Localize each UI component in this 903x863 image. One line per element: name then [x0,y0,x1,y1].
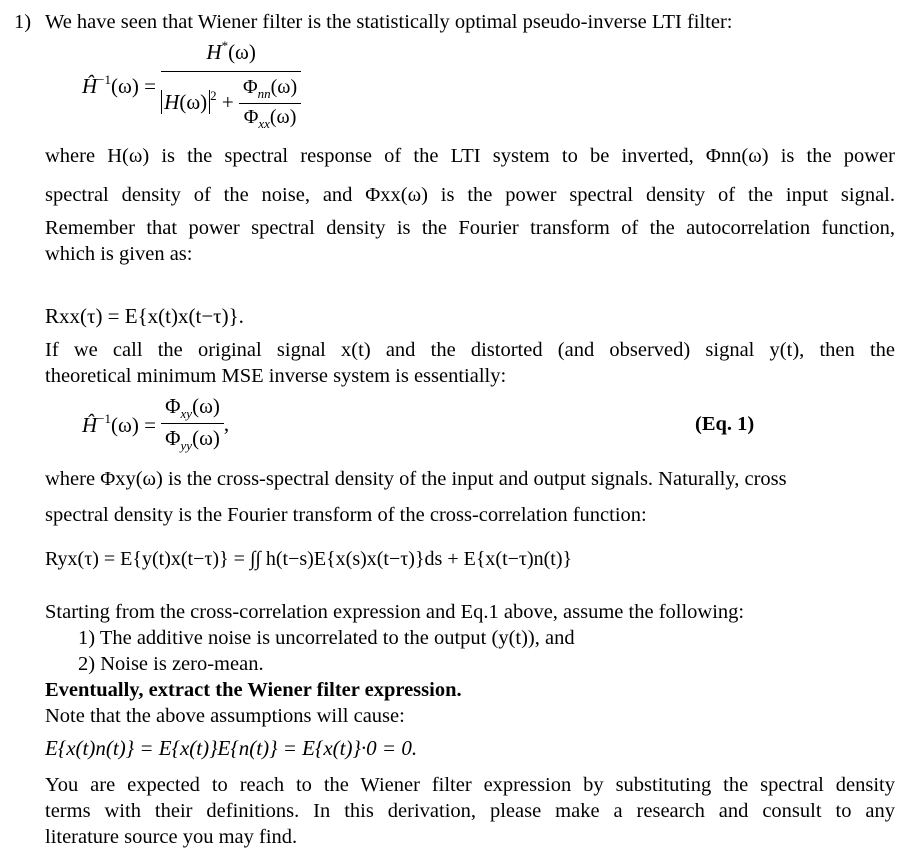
bold-instruction: Eventually, extract the Wiener filter expression. [45,679,462,701]
remember-line-1: Remember that power spectral density is the Fourier transform of the autocorrelation function, [45,217,895,239]
where-line-2: spectral density of the noise, and Φxx(ω) is the power spectral density of the input signal. [45,184,895,206]
where-line-1: where H(ω) is the spectral response of the LTI system to be inverted, Φnn(ω) is the power [45,145,895,167]
final-line-1: You are expected to reach to the Wiener filter expression by substituting the spectral density [45,774,895,796]
autocorrelation-equation: Rxx(τ) = E{x(t)x(t−τ)}. [45,304,244,328]
cross-correlation-equation: Ryx(τ) = E{y(t)x(t−τ)} = ∫∫ h(t−s)E{x(s)x(t−τ)}ds + E{x(t−τ)n(t)} [45,548,573,570]
cross-line-1: where Φxy(ω) is the cross-spectral density of the input and output signals. Naturally, cross [45,468,787,490]
final-line-2: terms with their definitions. In this derivation, please make a research and consult to any [45,800,895,822]
problem-number: 1) [14,11,32,33]
call-line-1: If we call the original signal x(t) and the distorted (and observed) signal y(t), then the [45,339,895,361]
remember-line-2: which is given as: [45,243,193,265]
noise-expectation-equation: E{x(t)n(t)} = E{x(t)}E{n(t)} = E{x(t)}·0 = 0. [45,736,418,760]
eq1-label: (Eq. 1) [695,413,755,435]
assumption-1: 1) The additive noise is uncorrelated to the output (y(t)), and [78,627,575,649]
note-text: Note that the above assumptions will cause: [45,705,405,727]
final-line-3: literature source you may find. [45,826,298,848]
cross-line-2: spectral density is the Fourier transform of the cross-correlation function: [45,504,647,526]
assumption-2: 2) Noise is zero-mean. [78,653,264,675]
wiener-filter-equation: $Ĥ^{-1}(\omega)$ = H*(ω) H(ω) $^2$ + $\frac{\Phi_{nn}(\omega)}{\Phi_{xx}(\omega)}$ [82,38,301,132]
call-line-2: theoretical minimum MSE inverse system is essentially: [45,365,507,387]
starting-text: Starting from the cross-correlation expression and Eq.1 above, assume the following: [45,601,745,623]
intro-text: We have seen that Wiener filter is the statistically optimal pseudo-inverse LTI filter: [45,11,733,33]
eq1-equation: $Ĥ^{-1}(\omega)$ = $\frac{\Phi_{xy}(\omega)}{\Phi_{yy}(\omega)}$ , [82,394,230,453]
